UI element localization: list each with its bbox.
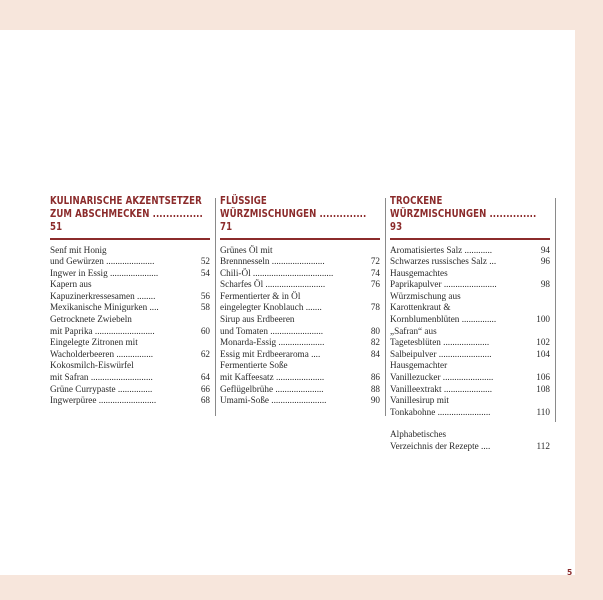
- toc-entry: Schwarzes russisches Salz ... 96: [390, 256, 550, 267]
- toc-entry: Aromatisiertes Salz ............ 94: [390, 244, 550, 255]
- section-heading: TROCKENE WÜRZMISCHUNGEN .............. 93: [390, 195, 537, 233]
- toc-entry: Scharfes Öl .......................... 76: [220, 279, 380, 290]
- toc-entry: Salbeipulver ....................... 104: [390, 348, 550, 359]
- toc-entry: Getrocknete Zwiebeln mit Paprika .......................... 60: [50, 314, 210, 336]
- toc-entry: Kokosmilch-Eiswürfel mit Safran ........................... 64: [50, 360, 210, 383]
- heading-rule: [390, 238, 550, 240]
- toc-entry: Mexikanische Minigurken .... 58: [50, 302, 210, 313]
- toc-entry: Alphabetisches Verzeichnis der Rezepte .... 112: [390, 429, 550, 451]
- toc-entry: Fermentierter & in Öl eingelegter Knoblauch ....... 78: [220, 290, 380, 313]
- toc-entry: Grünes Öl mit Brennnesseln ....................... 72: [220, 244, 380, 267]
- column-divider: [555, 198, 556, 422]
- column-divider: [385, 198, 386, 416]
- toc-column-1: [50, 195, 210, 407]
- toc-entry: Vanilleextrakt ..................... 108: [390, 383, 550, 394]
- toc-entry: Ingwer in Essig ..................... 54: [50, 267, 210, 278]
- toc-entry: Würzmischung aus Karottenkraut & Kornblumenblüten ............... 100: [390, 290, 550, 325]
- toc-entry: Ingwerpüree ......................... 68: [50, 395, 210, 406]
- toc-entry: Eingelegte Zitronen mit Wacholderbeeren ................ 62: [50, 337, 210, 359]
- toc-entry: Grüne Currypaste ............... 66: [50, 383, 210, 394]
- toc-entry: Umami-Soße ........................ 90: [220, 395, 380, 406]
- toc-entry: Geflügelbrühe ..................... 88: [220, 383, 380, 394]
- page-number: 5: [567, 568, 573, 577]
- toc-spacer: [390, 418, 550, 429]
- heading-rule: [220, 238, 380, 240]
- toc-entry: Kapern aus Kapuzinerkressesamen ........ 56: [50, 279, 210, 301]
- toc-entry: Senf mit Honig und Gewürzen ..................... 52: [50, 244, 210, 267]
- toc-entry: Sirup aus Erdbeeren und Tomaten ....................... 80: [220, 314, 380, 336]
- toc-entry: Chili-Öl ................................... 74: [220, 267, 380, 278]
- toc-entry: Hausgemachtes Paprikapulver ....................... 98: [390, 267, 550, 290]
- toc-entry: Fermentierte Soße mit Kaffeesatz ..................... 86: [220, 360, 380, 383]
- section-heading: KULINARISCHE AKZENTSETZER ZUM ABSCHMECKEN ............... 51: [50, 195, 203, 233]
- toc-entry: Hausgemachter Vanillezucker ...................... 106: [390, 360, 550, 383]
- column-divider: [215, 198, 216, 416]
- toc-entry: Vanillesirup mit Tonkabohne ....................... 110: [390, 395, 550, 417]
- section-heading: FLÜSSIGE WÜRZMISCHUNGEN .............. 71: [220, 195, 367, 233]
- toc-entry: „Safran“ aus Tagetesblüten .................... 102: [390, 325, 550, 348]
- toc-entry: Essig mit Erdbeeraroma .... 84: [220, 348, 380, 359]
- toc-column-3: [390, 195, 550, 453]
- toc-column-2: [220, 195, 380, 407]
- heading-rule: [50, 238, 210, 240]
- toc-entry: Monarda-Essig .................... 82: [220, 337, 380, 348]
